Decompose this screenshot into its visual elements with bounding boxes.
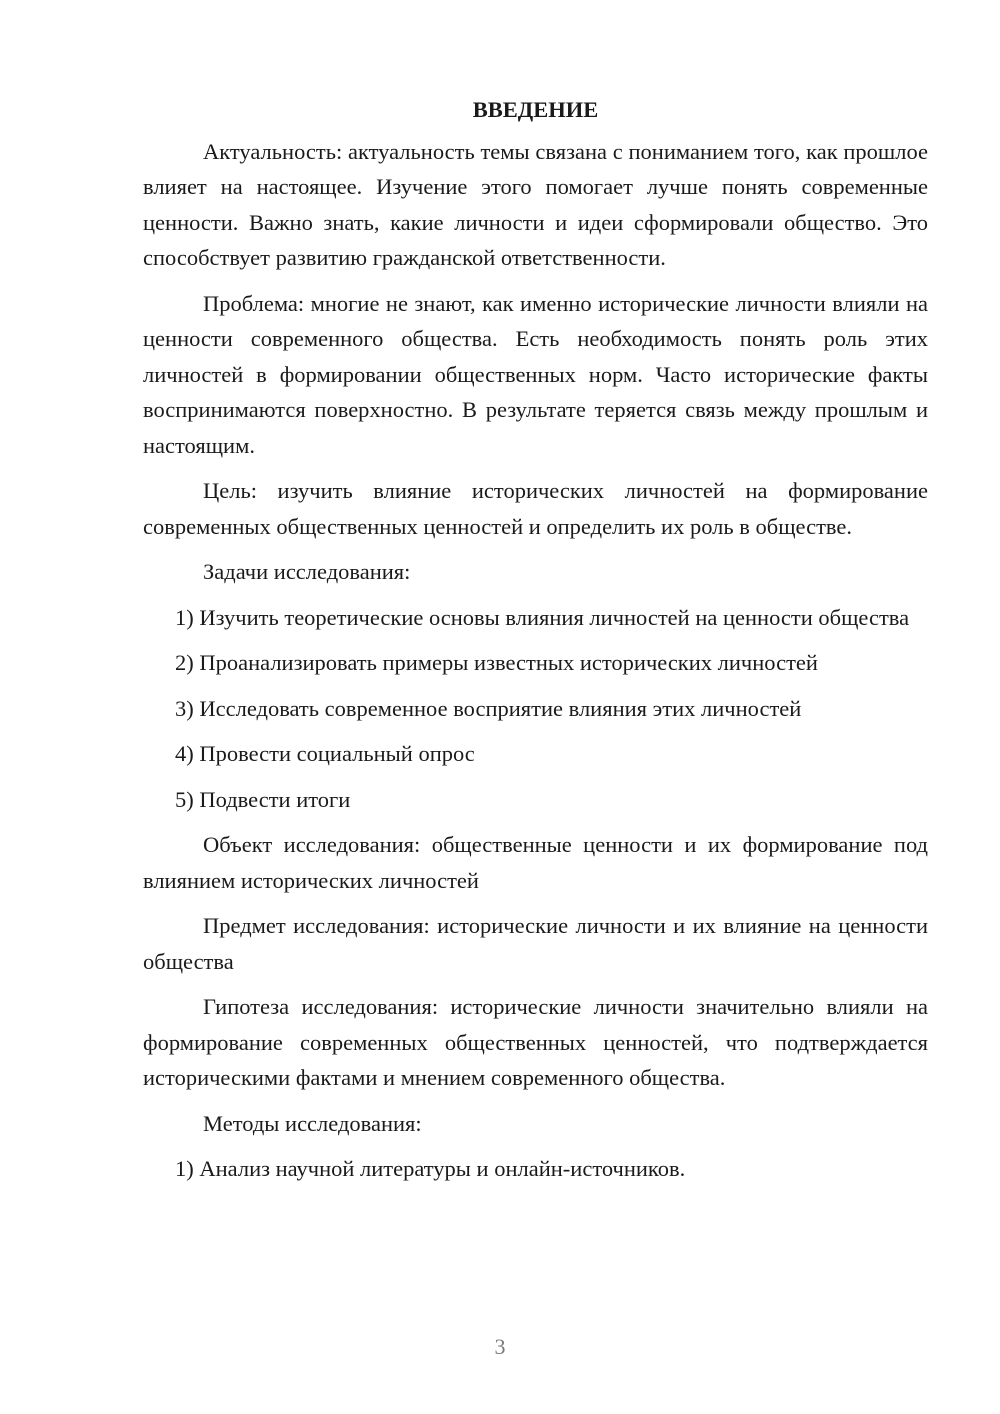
- methods-title: Методы исследования:: [203, 1110, 422, 1136]
- task-item: 2) Проанализировать примеры известных исторических личностей: [175, 650, 818, 675]
- relevance-paragraph: Актуальность: актуальность темы связана с пониманием того, как прошлое влияет на настоящее. Изучение этого помогает лучше понять современные ценности. Важно знать, какие личности и идеи сформировали общество. Это способствует развитию гражданской ответственности.: [143, 138, 928, 270]
- method-item: 1) Анализ научной литературы и онлайн-источников.: [175, 1156, 686, 1181]
- hypothesis-paragraph: Гипотеза исследования: исторические личности значительно влияли на формирование современных общественных ценностей, что подтверждается историческими фактами и мнением современного общества.: [143, 994, 928, 1090]
- task-item: 1) Изучить теоретические основы влияния личностей на ценности общества: [175, 604, 910, 630]
- task-item: 3) Исследовать современное восприятие влияния этих личностей: [175, 695, 802, 721]
- goal-paragraph: Цель: изучить влияние исторических личностей на формирование современных общественных ценностей и определить их роль в обществе.: [143, 478, 928, 539]
- tasks-title: Задачи исследования:: [203, 559, 411, 584]
- page-number: 3: [494, 1334, 506, 1359]
- section-heading: ВВЕДЕНИЕ: [472, 97, 599, 122]
- task-item: 5) Подвести итоги: [175, 786, 351, 812]
- page-content: [143, 92, 928, 1197]
- task-item: 4) Провести социальный опрос: [175, 741, 475, 766]
- problem-paragraph: Проблема: многие не знают, как именно исторические личности влияли на ценности современного общества. Есть необходимость понять роль этих личностей в формировании общественных норм. Часто исторические факты воспринимаются поверхностно. В результате теряется связь между прошлым и настоящим.: [143, 290, 928, 458]
- object-paragraph: Объект исследования: общественные ценности и их формирование под влиянием исторических личностей: [143, 832, 928, 893]
- subject-paragraph: Предмет исследования: исторические личности и их влияние на ценности общества: [143, 913, 928, 974]
